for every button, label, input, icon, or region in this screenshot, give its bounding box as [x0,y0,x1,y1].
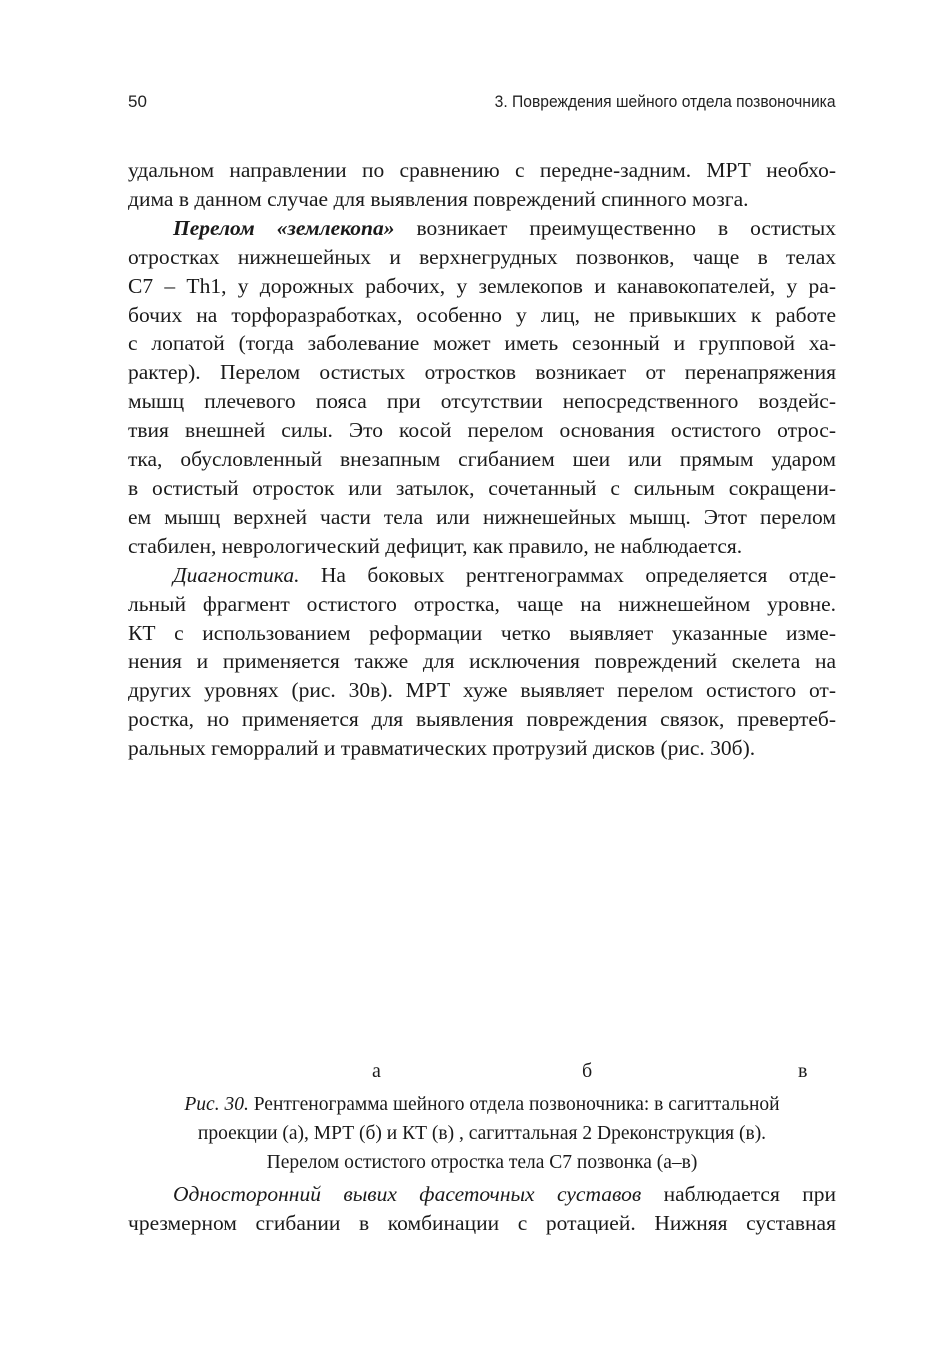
text-line: отростках нижнешейных и верхнегрудных позвонков, чаще в телах [128,244,836,269]
text-line: льный фрагмент остистого отростка, чаще на нижнешейном уровне. [128,591,836,616]
running-head: 3. Повреждения шейного отдела позвоночника [495,92,836,111]
caption-label: Рис. 30. [184,1094,249,1115]
figure-image-area [128,800,836,1055]
text-fragment: наблюдается при [641,1182,837,1206]
term-diagnostics: Диагностика. [173,562,300,587]
paragraph-4 [128,1180,836,1238]
text-line [128,561,836,590]
figure-panel-labels [128,1060,836,1086]
text-line: рактер). Перелом остистых отростков возникает от перенапряжения [128,360,836,385]
panel-label-b: б [582,1060,593,1082]
page-number: 50 [128,92,147,111]
text-line: стабилен, неврологический дефицит, как правило, не наблюдается. [128,533,743,558]
caption-line [128,1090,836,1119]
paragraph-2 [128,214,836,561]
text-line: КТ с использованием реформации четко выявляет указанные изме- [128,620,836,645]
text-line: твия внешней силы. Это косой перелом основания остистого отрос- [128,418,836,443]
text-line: ем мышц верхней части тела или нижнешейных мышц. Этот перелом [128,504,836,529]
panel-label-c: в [798,1060,808,1082]
text-line: чрезмерном сгибании в комбинации с ротацией. Нижняя суставная [128,1211,836,1235]
page-header [128,92,836,120]
text-line: удальном направлении по сравнению с передне-задним. МРТ необхо- [128,158,836,182]
text-line: других уровнях (рис. 30в). МРТ хуже выявляет перелом остистого от- [128,678,836,703]
text-line [128,214,836,243]
text-fragment: На боковых рентгенограммах определяется отде- [299,562,836,587]
caption-line: Перелом остистого отростка тела С7 позвонка (а–в) [266,1152,698,1173]
text-line: с лопатой (тогда заболевание может иметь сезонный и групповой ха- [128,331,836,356]
text-line: ростка, но применяется для выявления повреждения связок, превертеб- [128,707,836,732]
text-line: С7 – Th1, у дорожных рабочих, у землекопов и канавокопателей, у ра- [128,273,836,298]
figure-caption [128,1090,836,1177]
paragraph-1 [128,156,836,214]
text-line: нения и применяется также для исключения повреждений скелета на [128,649,836,674]
panel-label-a: а [372,1060,381,1082]
text-line: бочих на торфоразработках, особенно у лиц, не привыкших к работе [128,302,836,327]
text-line: мышц плечевого пояса при отсутствии непосредственного воздейс- [128,389,836,414]
caption-line: проекции (а), МРТ (б) и КТ (в) , сагиттальная 2 Dреконструкция (в). [197,1123,767,1144]
text-fragment: возникает преимущественно в остистых [394,215,836,240]
main-text [128,156,836,763]
text-line: дима в данном случае для выявления повреждений спинного мозга. [128,186,749,211]
text-line: тка, обусловленный внезапным сгибанием шеи или прямым ударом [128,447,836,472]
text-fragment: Рентгенограмма шейного отдела позвоночника: в сагиттальной [248,1094,780,1115]
term-digger-fracture: Перелом «землекопа» [173,215,395,240]
paragraph-3 [128,561,836,763]
text-line [128,1180,836,1209]
term-facet-dislocation: Односторонний вывих фасеточных суставов [173,1182,642,1206]
text-line: ральных геморралий и травматических протрузий дисков (рис. 30б). [128,736,756,761]
text-line: в остистый отросток или затылок, сочетанный с сильным сокращени- [128,475,836,500]
